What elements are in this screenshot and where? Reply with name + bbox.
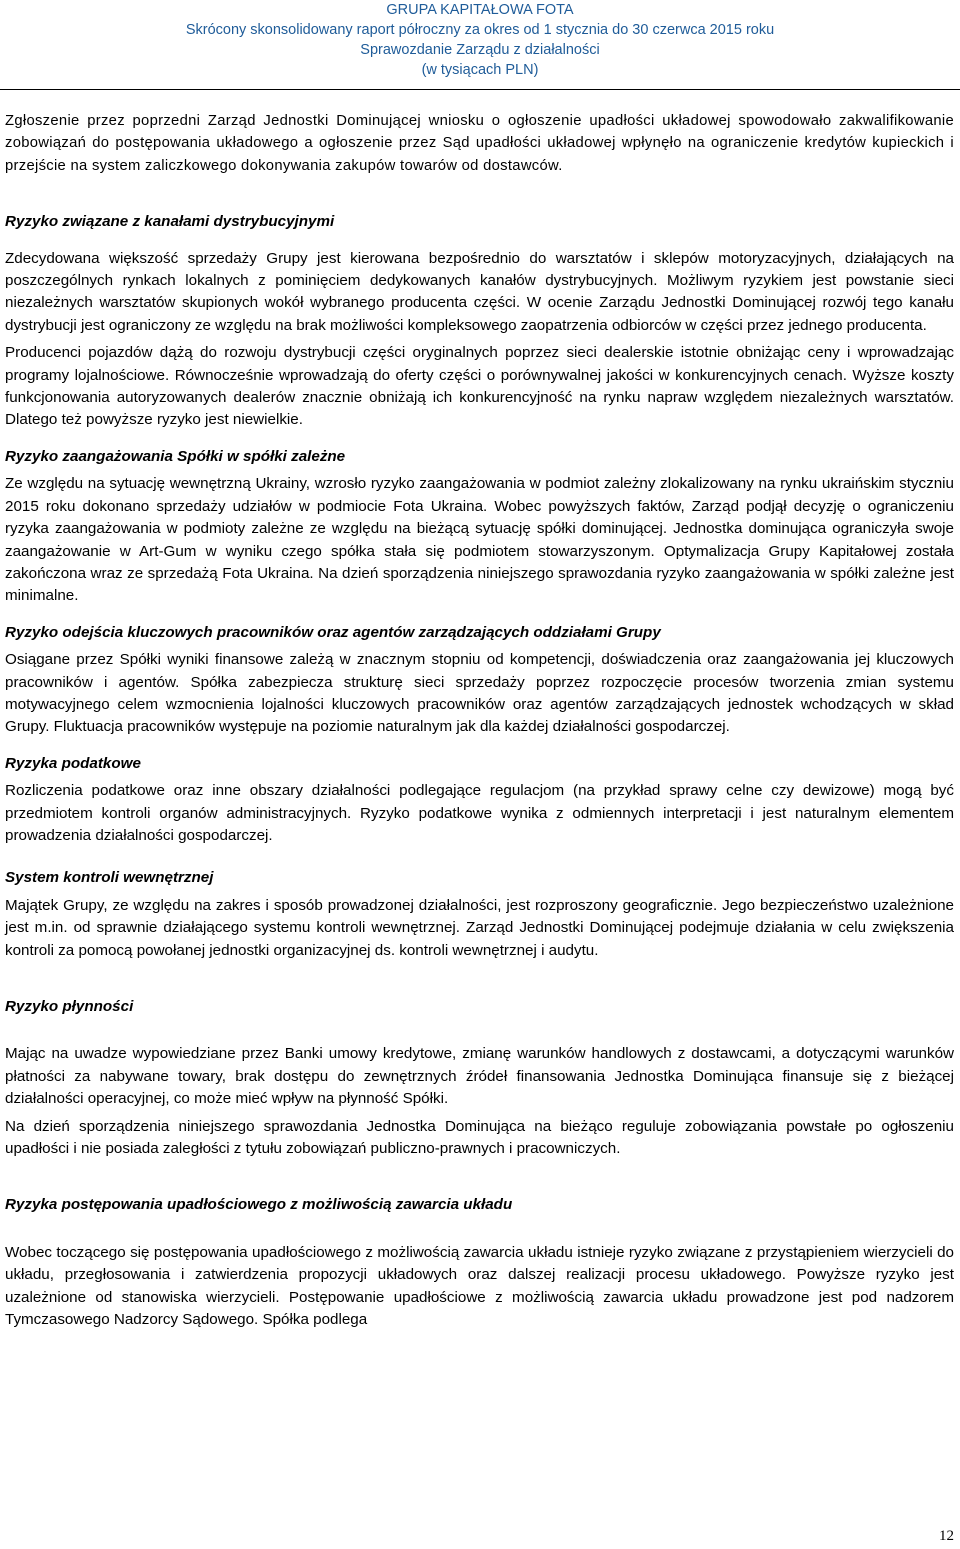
- heading-subsidiaries-risk: Ryzyko zaangażowania Spółki w spółki zależne: [5, 447, 346, 465]
- paragraph: Rozliczenia podatkowe oraz inne obszary działalności podlegające regulacjom (na przykład sprawy celne czy dewizowe) mogą być przedmiotem kontroli organów administracyjnych. Ryzyko podatkowe wynika z odmiennych interpretacji i jest naturalnym elementem prowadzenia działalności gospodarczej.: [5, 782, 954, 844]
- document-body: [5, 110, 954, 1331]
- paragraph: Na dzień sporządzenia niniejszego sprawozdania Jednostka Dominująca na bieżąco reguluje zobowiązania powstałe po ogłoszeniu upadłości i nie posiada zaległości z tytułu zobowiązań publiczno-prawnych i pracowniczych.: [5, 1117, 954, 1158]
- paragraph: Ze względu na sytuację wewnętrzną Ukrainy, wzrosło ryzyko zaangażowania w podmiot zależny zlokalizowany na rynku ukraińskim styczniu 2015 roku dokonano sprzedaży udziałów w podmiocie Fota Ukraina. Wobec powyższych faktów, Zarząd podjął decyzję o ograniczeniu ryzyka zaangażowania w podmioty zależne ze względu na bieżącą sytuację spółki dominującej. Jednostka dominująca ograniczyła swoje zaangażowanie w Art-Gum w wyniku czego spółka stała się podmiotem stowarzyszonym. Optymalizacja Grupy Kapitałowej została zakończona wraz ze sprzedażą Fota Ukraina. Na dzień sporządzenia niniejszego sprawozdania ryzyko zaangażowania w spółki zależne jest minimalne.: [5, 475, 954, 605]
- paragraph: Mając na uwadze wypowiedziane przez Banki umowy kredytowe, zmianę warunków handlowych z dostawcami, a dotyczącymi warunków płatności za nabywane towary, brak dostępu do zewnętrznych źródeł finansowania Jednostka Dominująca finansuje się z bieżącej działalności operacyjnej, co może mieć wpływ na płynność Spółki.: [5, 1045, 954, 1108]
- heading-tax-risk: Ryzyka podatkowe: [5, 754, 141, 772]
- intro-paragraph: Zgłoszenie przez poprzedni Zarząd Jednostki Dominującej wniosku o ogłoszenie upadłości układowej spowodowało zakwalifikowanie zobowiązań do postępowania układowego a ogłoszenie przez Sąd upadłości układowej wpłynęło na ograniczenie kredytów kupieckich i przejście na system zaliczkowego dokonywania zakupów towarów od dostawców.: [5, 113, 954, 174]
- heading-internal-control: System kontroli wewnętrznej: [5, 869, 214, 887]
- paragraph: Osiągane przez Spółki wyniki finansowe zależą w znacznym stopniu od kompetencji, doświadczenia oraz zaangażowania jej kluczowych pracowników i agentów. Spółka zabezpiecza strukturę sieci sprzedaży poprzez rozpoczęcie procesów tworzenia zmian systemu motywacyjnego celem wzmocnienia lojalności kluczowych pracowników oraz agentów zarządzających jednostek wchodzących w skład Grupy. Fluktuacja pracowników występuje na poziomie naturalnym jak dla każdej działalności gospodarczej.: [5, 651, 954, 736]
- paragraph: Wobec toczącego się postępowania upadłościowego z możliwością zawarcia układu istnieje ryzyko związane z przystąpieniem wierzycieli do układu, przegłosowania i zatwierdzenia propozycji układowych oraz dalszej realizacji procesu układowego. Powyższe ryzyko jest uzależnione od stanowiska wierzycieli. Postępowanie upadłościowe z możliwością zawarcia układu prowadzone jest pod nadzorem Tymczasowego Nadzorcy Sądowego. Spółka podlega: [5, 1243, 954, 1329]
- paragraph: Producenci pojazdów dążą do rozwoju dystrybucji części oryginalnych poprzez sieci dealerskie istotnie obniżając ceny i wprowadzając programy lojalnościowe. Równocześnie wprowadzają do oferty części o porównywalnej jakości w konkurencyjnych cenach. Wyższe koszty funkcjonowania autoryzowanych dealerów znacznie obniżają ich konkurencyjność na rynku napraw względem niezależnych warsztatów. Dlatego też powyższe ryzyko jest niewielkie.: [5, 344, 954, 429]
- heading-liquidity-risk: Ryzyko płynności: [5, 998, 134, 1015]
- units-note: (w tysiącach PLN): [421, 62, 539, 78]
- heading-distribution-risk: Ryzyko związane z kanałami dystrybucyjnymi: [5, 213, 335, 231]
- page-number: 12: [939, 1528, 954, 1544]
- header-divider: [0, 89, 960, 90]
- section-title: Sprawozdanie Zarządu z działalności: [360, 42, 600, 58]
- report-title: Skrócony skonsolidowany raport półroczny za okres od 1 stycznia do 30 czerwca 2015 roku: [185, 22, 775, 38]
- page-header: [0, 0, 960, 80]
- paragraph: Majątek Grupy, ze względu na zakres i sposób prowadzonej działalności, jest rozproszony geograficznie. Jego bezpieczeństwo uzależnione jest m.in. od sprawnie działającego systemu kontroli wewnętrznej. Zarząd Jednostki Dominującej podejmuje działania w celu zwiększenia kontroli za pomocą powołanej jednostki organizacyjnej ds. kontroli wewnętrznej i audytu.: [5, 896, 954, 959]
- company-name: GRUPA KAPITAŁOWA FOTA: [386, 2, 574, 18]
- paragraph: Zdecydowana większość sprzedaży Grupy jest kierowana bezpośrednio do warsztatów i sklepów motoryzacyjnych, działających na poszczególnych rynkach lokalnych z pominięciem dedykowanych kanałów dystrybucyjnych. Możliwym ryzykiem jest powstanie sieci niezależnych warsztatów skupionych wokół wybranego producenta części. W ocenie Zarządu Jednostki Dominującej rozwój tego kanału dystrybucji jest ograniczony ze względu na brak możliwości kompleksowego zaopatrzenia odbiorców w części przez jednego producenta.: [5, 249, 954, 334]
- heading-key-staff-risk: Ryzyko odejścia kluczowych pracowników oraz agentów zarządzających oddziałami Grupy: [5, 623, 661, 641]
- heading-bankruptcy-risk: Ryzyka postępowania upadłościowego z możliwością zawarcia układu: [5, 1196, 513, 1214]
